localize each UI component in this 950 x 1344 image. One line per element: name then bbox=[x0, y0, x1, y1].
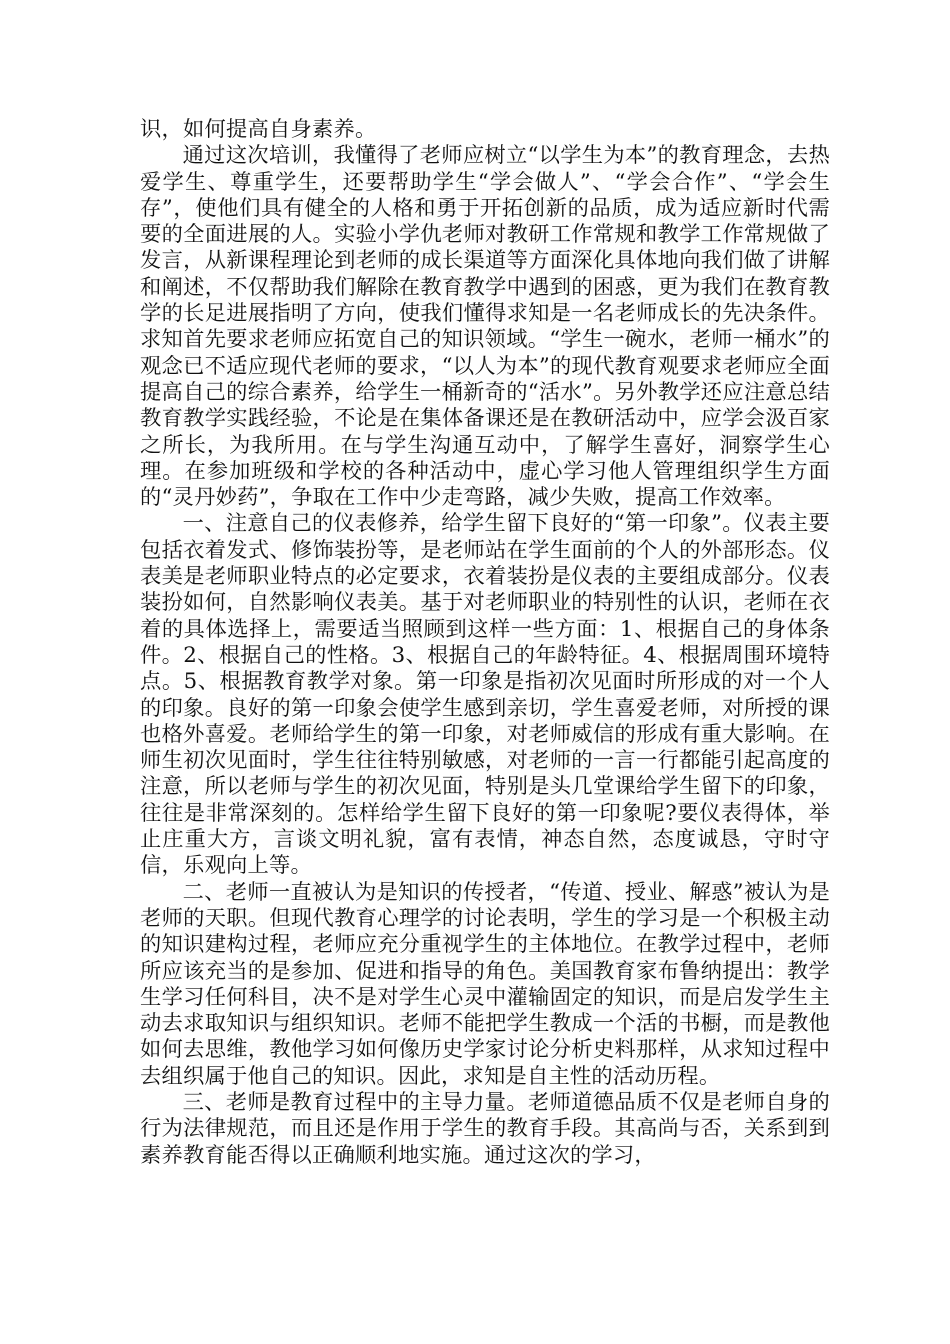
paragraph-teacher-role: 二、老师一直被认为是知识的传授者，“传道、授业、解惑”被认为是老师的天职。但现代教育心理学的讨论表明，学生的学习是一个积极主动的知识建构过程，老师应充分重视学生的主体地位。在教学过程中，老师所应该充当的是参加、促进和指导的角色。美国教育家布鲁纳提出：教学生学习任何科目，决不是对学生心灵中灌输固定的知识，而是启发学生主动去求取知识与组织知识。老师不能把学生教成一个活的书橱，而是教他如何去思维，教他学习如何像历史学家讨论分析史料那样，从求知过程中去组织属于他自己的知识。因此，求知是自主性的活动历程。 bbox=[140, 879, 830, 1089]
document-body bbox=[140, 117, 830, 1169]
paragraph-teacher-morality: 三、老师是教育过程中的主导力量。老师道德品质不仅是老师自身的行为法律规范，而且还是作用于学生的教育手段。其高尚与否，关系到到素养教育能否得以正确顺利地实施。通过这次的学习， bbox=[140, 1089, 830, 1168]
paragraph-continuation: 识，如何提高自身素养。 bbox=[140, 117, 377, 142]
paragraph-appearance: 一、注意自己的仪表修养，给学生留下良好的“第一印象”。仪表主要包括衣着发式、修饰装扮等，是老师站在学生面前的个人的外部形态。仪表美是老师职业特点的必定要求，衣着装扮是仪表的主要组成部分。仪表装扮如何，自然影响仪表美。基于对老师职业的特别性的认识，老师在衣着的具体选择上，需要适当照顾到这样一些方面：1、根据自己的身体条件。2、根据自己的性格。3、根据自己的年龄特征。4、根据周围环境特点。5、根据教育教学对象。第一印象是指初次见面时所形成的对一个人的印象。良好的第一印象会使学生感到亲切，学生喜爱老师，对所授的课也格外喜爱。老师给学生的第一印象，对老师威信的形成有重大影响。在师生初次见面时，学生往往特别敏感，对老师的一言一行都能引起高度的注意，所以老师与学生的初次见面，特别是头几堂课给学生留下的印象，往往是非常深刻的。怎样给学生留下良好的第一印象呢?要仪表得体，举止庄重大方，言谈文明礼貌，富有表情，神态自然，态度诚恳，守时守信，乐观向上等。 bbox=[140, 511, 830, 879]
paragraph-training-reflection: 通过这次培训，我懂得了老师应树立“以学生为本”的教育理念，去热爱学生、尊重学生，还要帮助学生“学会做人”、“学会合作”、“学会生存”，使他们具有健全的人格和勇于开拓创新的品质，成为适应新时代需要的全面进展的人。实验小学仇老师对教研工作常规和教学工作常规做了发言，从新课程理论到老师的成长渠道等方面深化具体地向我们做了讲解和阐述，不仅帮助我们解除在教育教学中遇到的困惑，更为我们在教育教学的长足进展指明了方向，使我们懂得求知是一名老师成长的先决条件。求知首先要求老师应拓宽自己的知识领域。“学生一碗水，老师一桶水”的观念已不适应现代老师的要求，“以人为本”的现代教育观要求老师应全面提高自己的综合素养，给学生一桶新奇的“活水”。另外教学还应注意总结教育教学实践经验，不论是在集体备课还是在教研活动中，应学会汲百家之所长，为我所用。在与学生沟通互动中，了解学生喜好，洞察学生心理。在参加班级和学校的各种活动中，虚心学习他人管理组织学生方面的“灵丹妙药”，争取在工作中少走弯路，减少失败，提高工作效率。 bbox=[140, 143, 830, 511]
